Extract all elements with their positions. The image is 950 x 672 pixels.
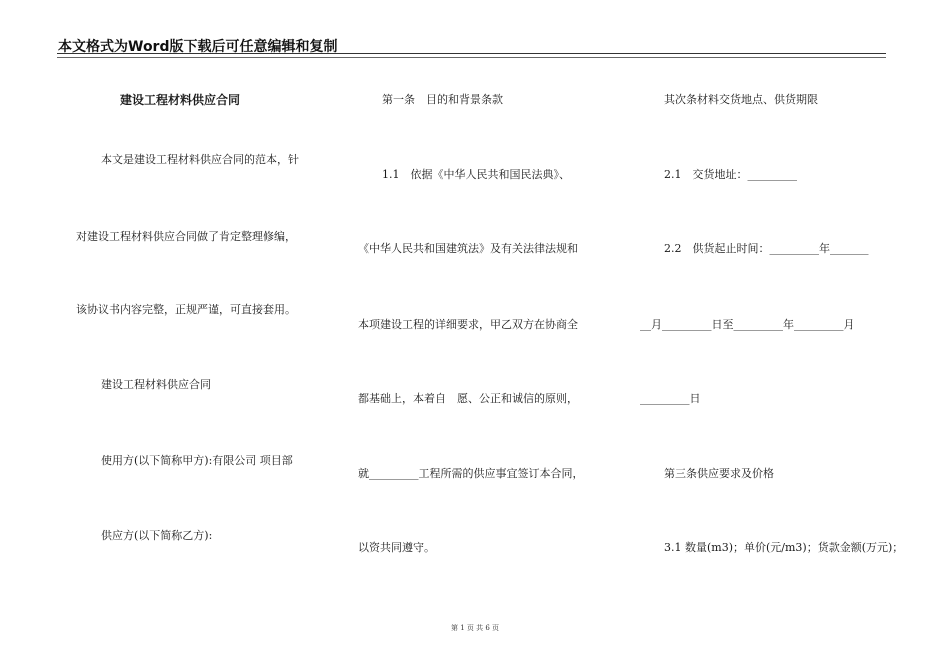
text-line: 《中华人民共和国建筑法》及有关法律法规和 bbox=[358, 242, 578, 255]
page-indicator: 第 1 页 共 6 页 bbox=[450, 624, 500, 632]
header-rule-thin bbox=[57, 57, 886, 58]
text-line: 2.2 供货起止时间：_________年_______ bbox=[664, 242, 869, 255]
document-title: 建设工程材料供应合同 bbox=[120, 93, 241, 107]
text-line: 本文是建设工程材料供应合同的范本，针 bbox=[101, 153, 299, 166]
header-rule bbox=[57, 53, 886, 54]
text-line: 使用方(以下简称甲方):有限公司 项目部 bbox=[101, 454, 293, 467]
clause-heading: 其次条材料交货地点、供货期限 bbox=[664, 93, 818, 106]
text-line: 该协议书内容完整，正规严谨，可直接套用。 bbox=[76, 303, 296, 316]
text-line: 1.1 依据《中华人民共和国民法典》、 bbox=[382, 168, 570, 181]
section-heading: 建设工程材料供应合同 bbox=[101, 378, 211, 391]
text-line: 3.1 数量(m3)；单价(元/m3)；货款金额(万元)； bbox=[664, 541, 904, 554]
text-line: 供应方(以下简称乙方): bbox=[101, 529, 213, 542]
text-line: 以资共同遵守。 bbox=[358, 541, 435, 554]
clause-heading: 第三条供应要求及价格 bbox=[664, 467, 774, 480]
text-line: 本项建设工程的详细要求，甲乙双方在协商全 bbox=[358, 318, 578, 331]
text-line: _________日 bbox=[640, 392, 701, 405]
text-line: __月_________日至_________年_________月 bbox=[640, 318, 855, 331]
download-banner: 本文格式为Word版下载后可任意编辑和复制 bbox=[58, 39, 338, 55]
text-line: 就_________工程所需的供应事宜签订本合同， bbox=[358, 467, 584, 480]
text-line: 2.1 交货地址：_________ bbox=[664, 168, 797, 181]
clause-heading: 第一条 目的和背景条款 bbox=[382, 93, 503, 106]
text-line: 都基础上，本着自 愿、公正和诚信的原则， bbox=[358, 392, 578, 405]
text-line: 对建设工程材料供应合同做了肯定整理修编， bbox=[76, 230, 296, 243]
